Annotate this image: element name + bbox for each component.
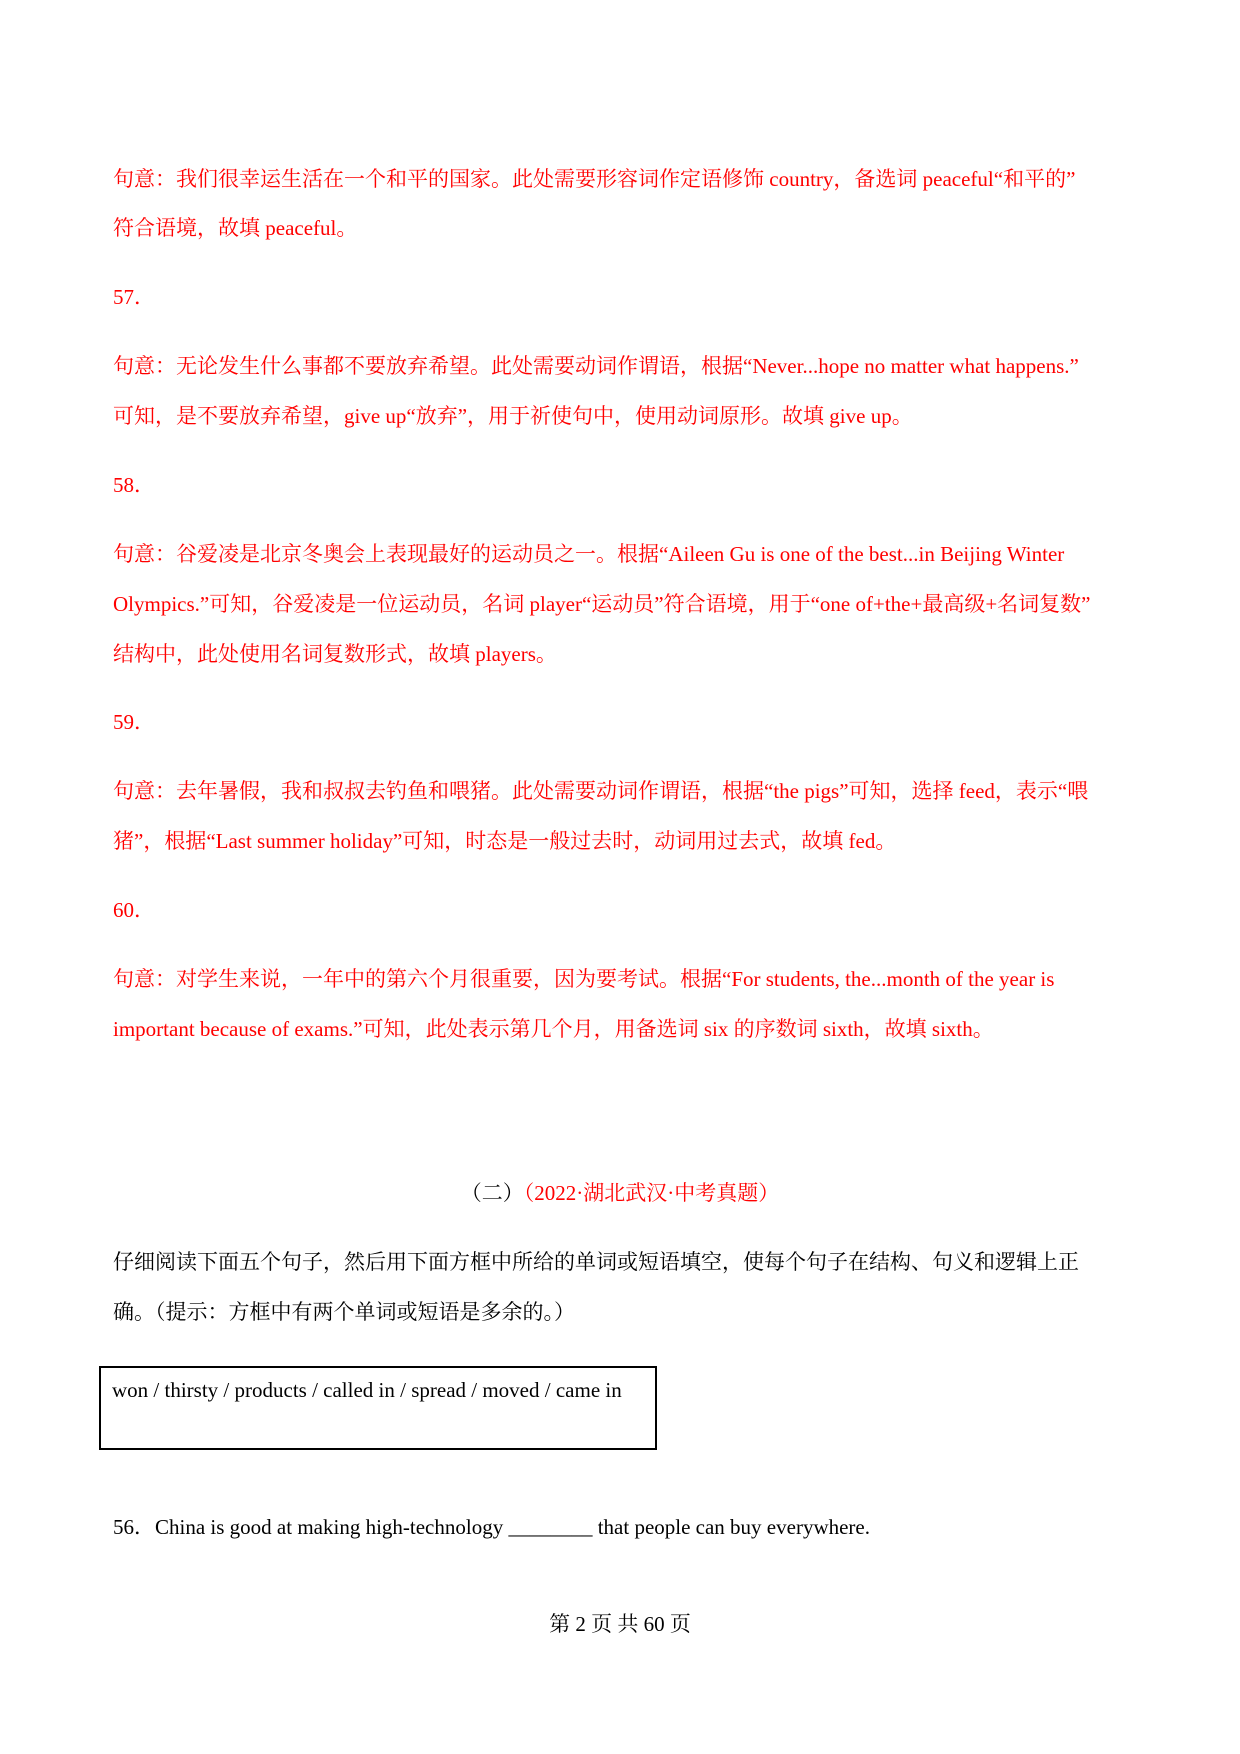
explanation-line: 句意：无论发生什么事都不要放弃希望。此处需要动词作谓语，根据“Never...hope no matter what happens.” [113,354,1079,378]
instruction-line: 仔细阅读下面五个句子，然后用下面方框中所给的单词或短语填空，使每个句子在结构、句义和逻辑上正 [113,1250,1079,1274]
explanation-line: 句意：我们很幸运生活在一个和平的国家。此处需要形容词作定语修饰 country，备选词 peaceful“和平的” [113,167,1076,191]
question-text-after: that people can buy everywhere. [592,1515,870,1539]
explanation-line: 句意：对学生来说，一年中的第六个月很重要，因为要考试。根据“For students, the...month of the year is [113,967,1055,991]
question-text-before: China is good at making high-technology [155,1515,509,1539]
word-bank-text: won / thirsty / products / called in / spread / moved / came in [112,1378,622,1402]
question-number-57: 57． [113,285,155,309]
question-number-60: 60． [113,898,155,922]
explanation-line: 符合语境，故填 peaceful。 [113,216,358,240]
section-source: （2022·湖北武汉·中考真题） [523,1181,780,1205]
explanation-line: 句意：去年暑假，我和叔叔去钓鱼和喂猪。此处需要动词作谓语，根据“the pigs”可知，选择 feed，表示“喂 [113,779,1089,803]
question-number-59: 59． [113,710,155,734]
section-heading [0,1180,1240,1206]
explanation-line: important because of exams.”可知，此处表示第几个月，用备选词 six 的序数词 sixth，故填 sixth。 [113,1017,994,1041]
explanation-line: 可知，是不要放弃希望，give up“放弃”，用于祈使句中，使用动词原形。故填 give up。 [113,404,913,428]
word-bank-box [99,1366,657,1450]
explanation-line: Olympics.”可知，谷爱凌是一位运动员，名词 player“运动员”符合语境，用于“one of+the+最高级+名词复数” [113,592,1091,616]
question-number: 56． [113,1515,155,1539]
question-number-58: 58． [113,473,155,497]
explanation-line: 猪”，根据“Last summer holiday”可知，时态是一般过去时，动词用过去式，故填 fed。 [113,829,897,853]
answer-blank[interactable]: ________ [508,1515,593,1539]
question-56 [113,1514,870,1540]
section-label: （二） [460,1181,524,1205]
page-footer: 第 2 页 共 60 页 [549,1612,691,1636]
explanation-line: 句意：谷爱凌是北京冬奥会上表现最好的运动员之一。根据“Aileen Gu is one of the best...in Beijing Winter [113,542,1065,566]
explanation-line: 结构中，此处使用名词复数形式，故填 players。 [113,642,557,666]
instruction-line: 确。（提示：方框中有两个单词或短语是多余的。） [113,1300,575,1324]
